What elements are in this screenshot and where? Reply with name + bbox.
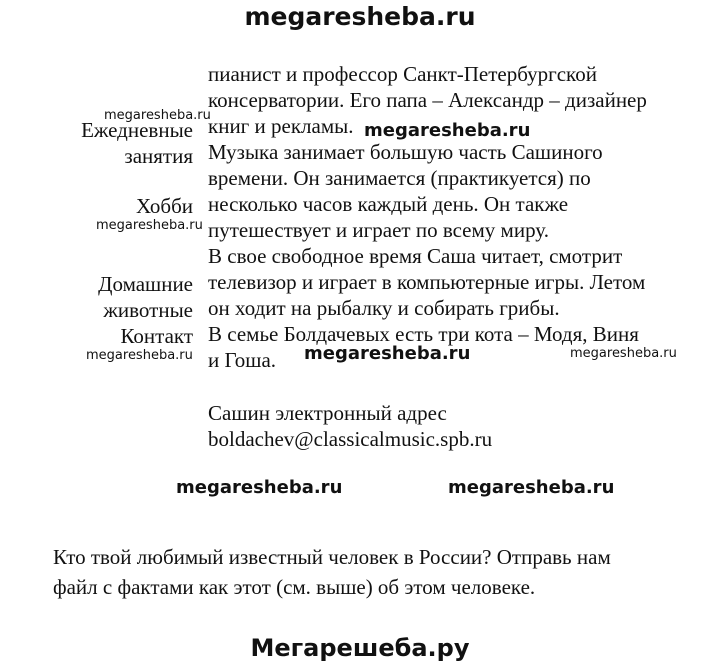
watermark-bold: megaresheba.ru	[448, 477, 615, 498]
question-text	[53, 542, 611, 602]
body-line: книг и рекламы.	[208, 114, 354, 138]
body-line: Музыка занимает большую часть Сашиного	[208, 140, 603, 164]
label-daily-activities-1: Ежедневные	[81, 118, 193, 142]
body-line: и Гоша.	[208, 348, 277, 372]
body-line: времени. Он занимается (практикуется) по	[208, 166, 591, 190]
watermark-small: megaresheba.ru	[86, 348, 193, 363]
label-pets-1: Домашние	[98, 272, 193, 296]
question-line: Кто твой любимый известный человек в России? Отправь нам	[53, 545, 611, 569]
label-hobby: Хобби	[136, 194, 193, 218]
body-line: путешествует и играет по всему миру.	[208, 218, 549, 242]
label-daily-activities-2: занятия	[124, 144, 193, 168]
email-block	[208, 400, 492, 452]
label-pets-2: животные	[103, 298, 193, 322]
body-line: телевизор и играет в компьютерные игры. Летом	[208, 270, 646, 294]
watermark-bold: megaresheba.ru	[304, 343, 471, 364]
label-contact: Контакт	[120, 324, 193, 348]
body-line: В семье Болдачевых есть три кота – Модя, Виня	[208, 322, 639, 346]
watermark-small: megaresheba.ru	[570, 346, 677, 361]
email-label: Сашин электронный адрес	[208, 401, 447, 425]
site-header: megaresheba.ru	[244, 2, 476, 31]
watermark-small: megaresheba.ru	[104, 108, 211, 123]
question-line: файл с фактами как этот (см. выше) об этом человеке.	[53, 575, 536, 599]
email-address: boldachev@classicalmusic.spb.ru	[208, 427, 493, 451]
body-line: несколько часов каждый день. Он также	[208, 192, 569, 216]
profile-body-text	[208, 61, 647, 373]
body-line: он ходит на рыбалку и собирать грибы.	[208, 296, 560, 320]
watermark-small: megaresheba.ru	[96, 218, 203, 233]
body-line: В свое свободное время Саша читает, смотрит	[208, 244, 623, 268]
body-line: консерватории. Его папа – Александр – дизайнер	[208, 88, 647, 112]
site-footer: Мегарешеба.ру	[250, 634, 470, 662]
body-line: пианист и профессор Санкт-Петербургской	[208, 62, 597, 86]
watermark-bold: megaresheba.ru	[364, 120, 531, 141]
watermark-bold: megaresheba.ru	[176, 477, 343, 498]
